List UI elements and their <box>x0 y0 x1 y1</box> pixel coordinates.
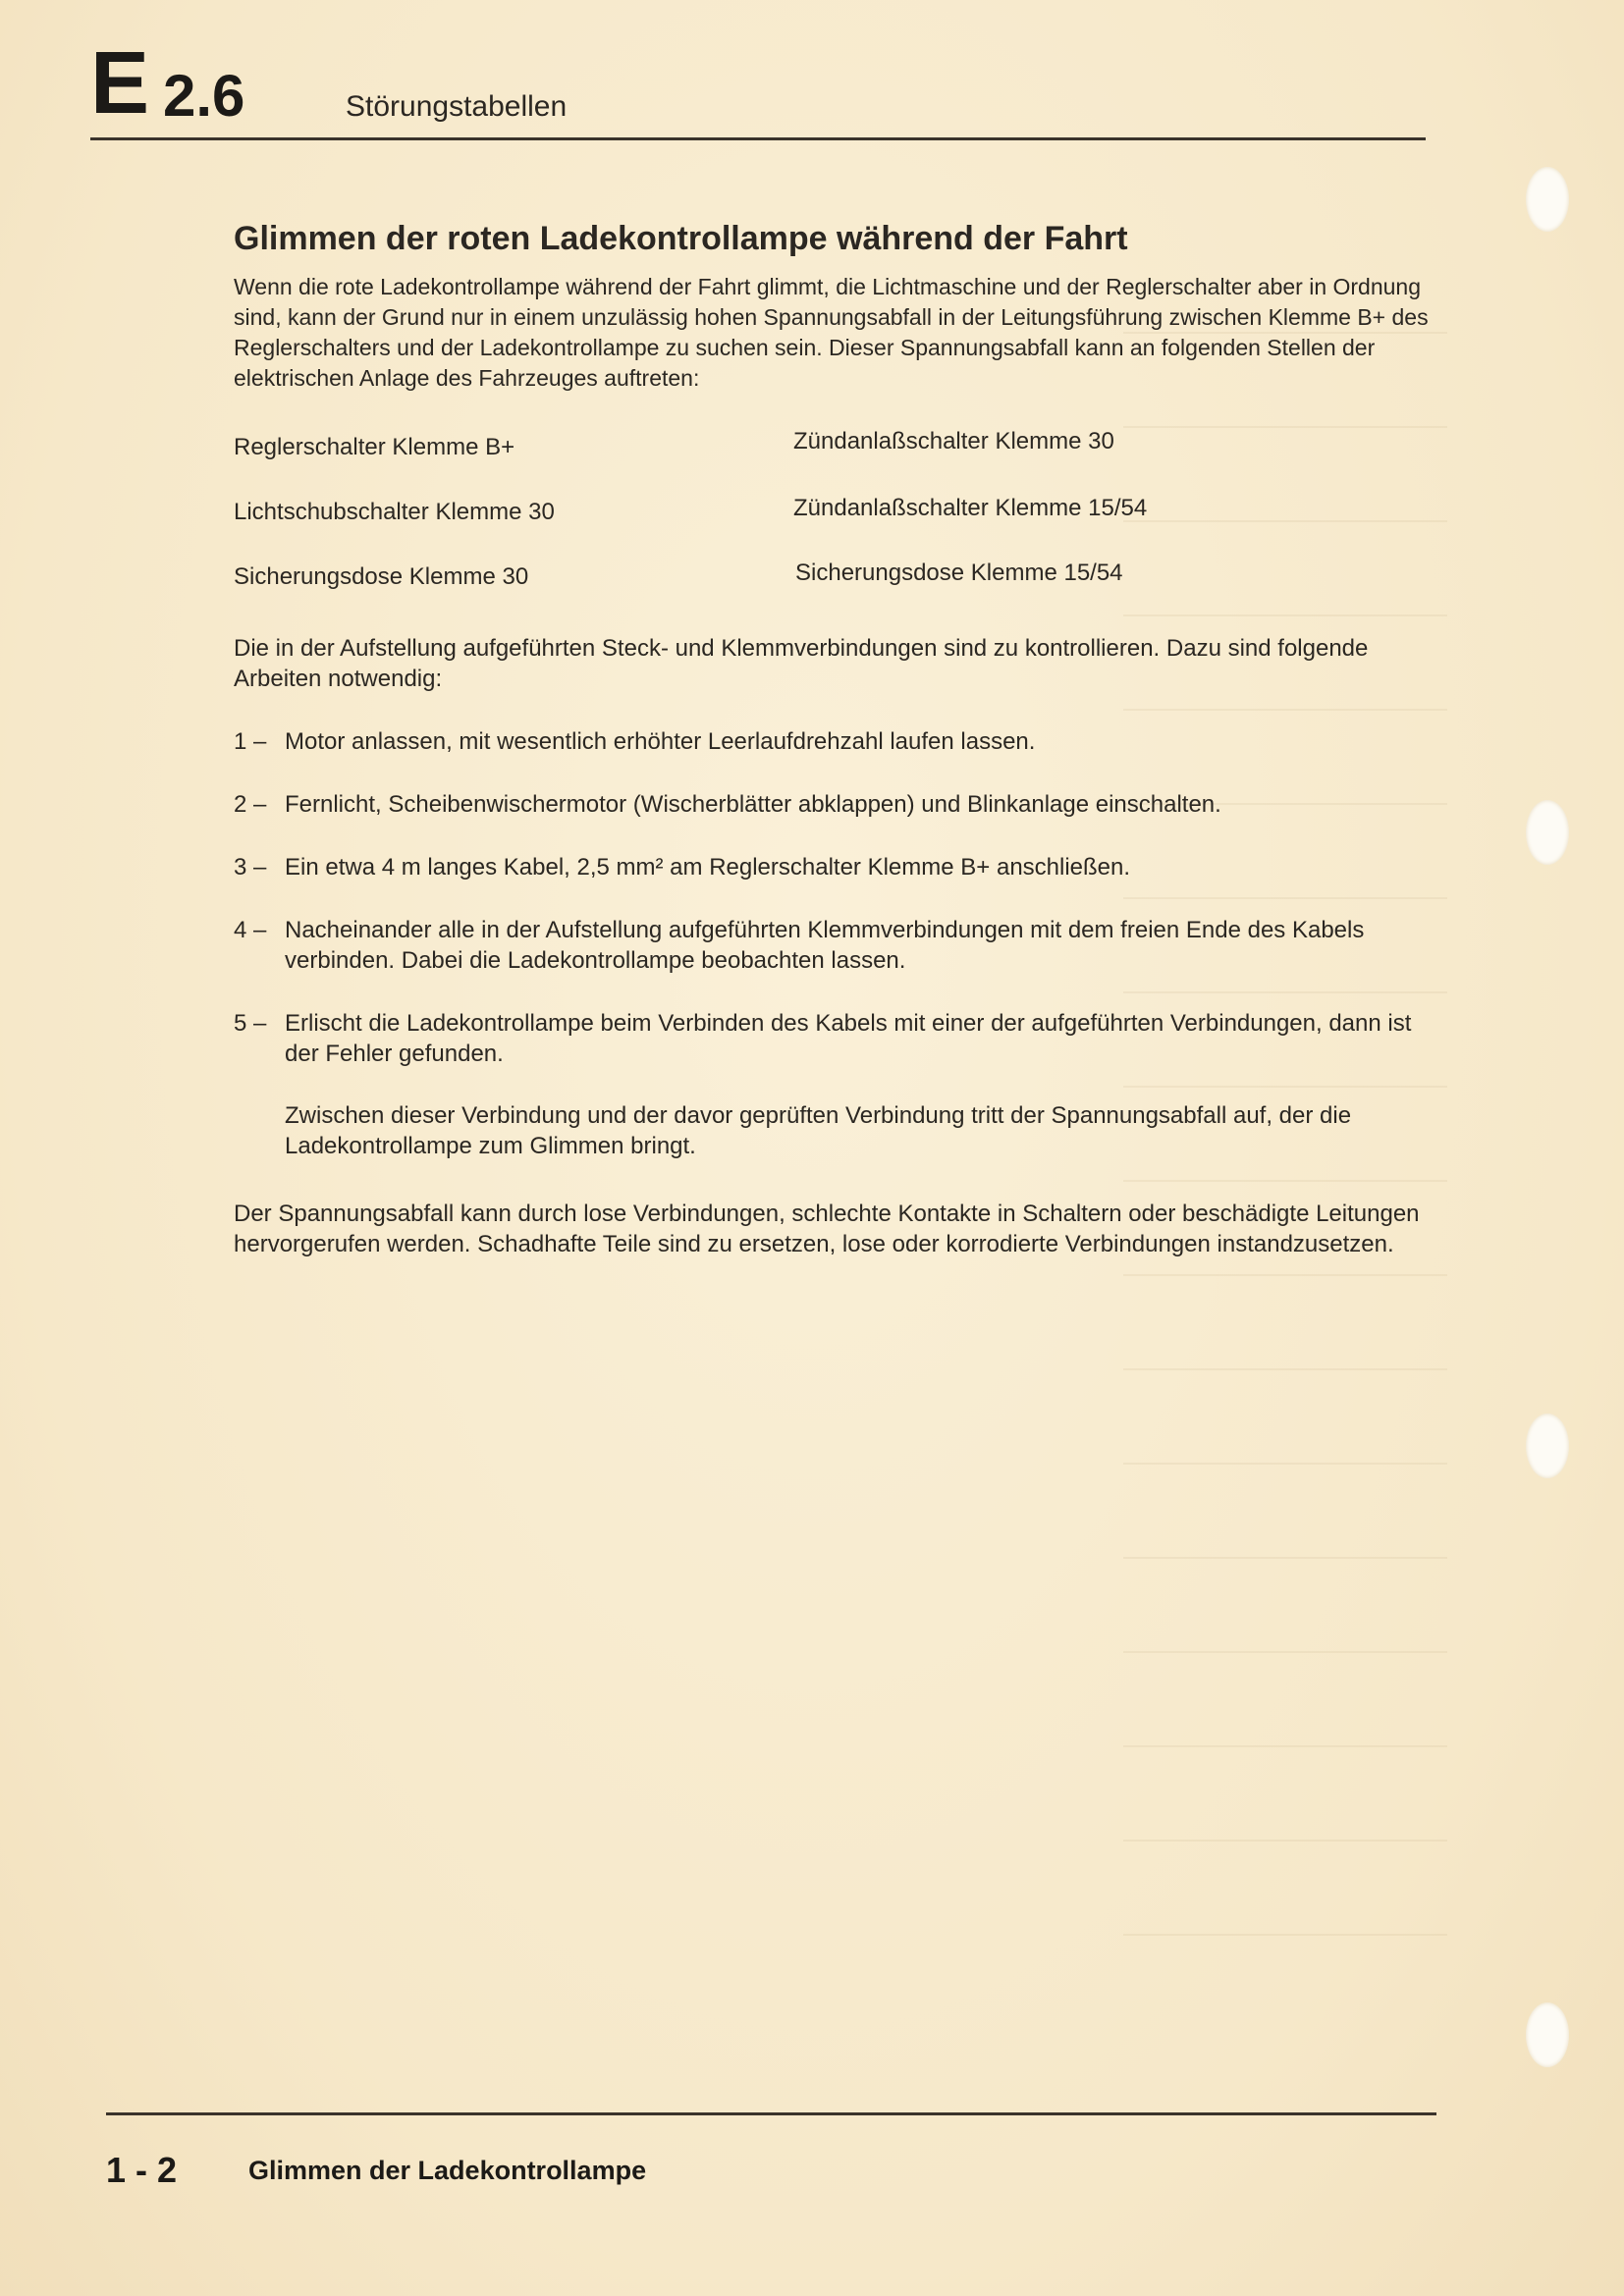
step-note: Zwischen dieser Verbindung und der davor geprüften Verbindung tritt der Spannungsabfall auf, der die Ladekontrollampe zum Glimmen bringt. <box>285 1102 1352 1160</box>
intro-paragraph: Wenn die rote Ladekontrollampe während der Fahrt glimmt, die Lichtmaschine und der Reglerschalter aber in Ordnung sind, kann der Grund nur in einem unzulässig hohen Spannungsabfall in der Leitungsführung zwischen Klemme B+ des Reglerschalters und der Ladekontrollampe zu suchen sein. Dieser Spannungsabfall kann an folgenden Stellen der elektrischen Anlage des Fahrzeuges auftreten: <box>234 274 1429 392</box>
section-title: Störungstabellen <box>346 90 568 123</box>
punch-hole <box>1526 167 1569 232</box>
step-number: 3 – <box>234 854 267 881</box>
location-item: Sicherungsdose Klemme 15/54 <box>795 560 1123 587</box>
step-text: Fernlicht, Scheibenwischermotor (Wischerblätter abklappen) und Blinkanlage einschalten. <box>285 791 1221 819</box>
location-item: Reglerschalter Klemme B+ <box>234 434 515 461</box>
location-item: Lichtschubschalter Klemme 30 <box>234 499 555 526</box>
location-item: Zündanlaßschalter Klemme 30 <box>793 428 1114 455</box>
step-item <box>234 789 1432 820</box>
section-number: 2.6 <box>163 63 245 129</box>
location-item: Zündanlaßschalter Klemme 15/54 <box>793 495 1148 522</box>
location-list <box>234 428 1432 606</box>
location-item: Sicherungsdose Klemme 30 <box>234 563 529 591</box>
closing-paragraph: Der Spannungsabfall kann durch lose Verbindungen, schlechte Kontakte in Schaltern oder beschädigte Leitungen hervorgerufen werden. Schadhafte Teile sind zu ersetzen, lose oder korrodierte Verbindungen instandzusetzen. <box>234 1201 1420 1258</box>
header-rule <box>90 137 1426 140</box>
step-item <box>234 852 1432 882</box>
step-item <box>234 726 1432 757</box>
step-item <box>234 1008 1432 1069</box>
step-number: 1 – <box>234 728 267 756</box>
step-item <box>234 915 1432 976</box>
page-number: 1 - 2 <box>106 2150 178 2190</box>
step-text: Ein etwa 4 m langes Kabel, 2,5 mm² am Reglerschalter Klemme B+ anschließen. <box>285 854 1131 881</box>
punch-hole <box>1526 2002 1569 2067</box>
step-text: Erlischt die Ladekontrollampe beim Verbinden des Kabels mit einer der aufgeführten Verbindungen, dann ist der Fehler gefunden. <box>285 1010 1412 1068</box>
chapter-letter: E <box>90 34 150 133</box>
main-content <box>234 220 1432 1283</box>
footer-title: Glimmen der Ladekontrollampe <box>248 2156 647 2185</box>
punch-hole <box>1526 800 1569 865</box>
page-heading: Glimmen der roten Ladekontrollampe während der Fahrt <box>234 220 1128 257</box>
footer-rule <box>106 2112 1436 2115</box>
step-number: 5 – <box>234 1010 267 1038</box>
step-number: 2 – <box>234 791 267 819</box>
punch-hole <box>1526 1414 1569 1478</box>
check-intro-paragraph: Die in der Aufstellung aufgeführten Steck- und Klemmverbindungen sind zu kontrollieren. Dazu sind folgende Arbeiten notwendig: <box>234 635 1369 693</box>
step-text: Motor anlassen, mit wesentlich erhöhter Leerlaufdrehzahl laufen lassen. <box>285 728 1036 756</box>
step-text: Nacheinander alle in der Aufstellung aufgeführten Klemmverbindungen mit dem freien Ende des Kabels verbinden. Dabei die Ladekontrollampe beobachten lassen. <box>285 917 1365 975</box>
step-list <box>234 726 1432 1161</box>
step-number: 4 – <box>234 917 267 944</box>
